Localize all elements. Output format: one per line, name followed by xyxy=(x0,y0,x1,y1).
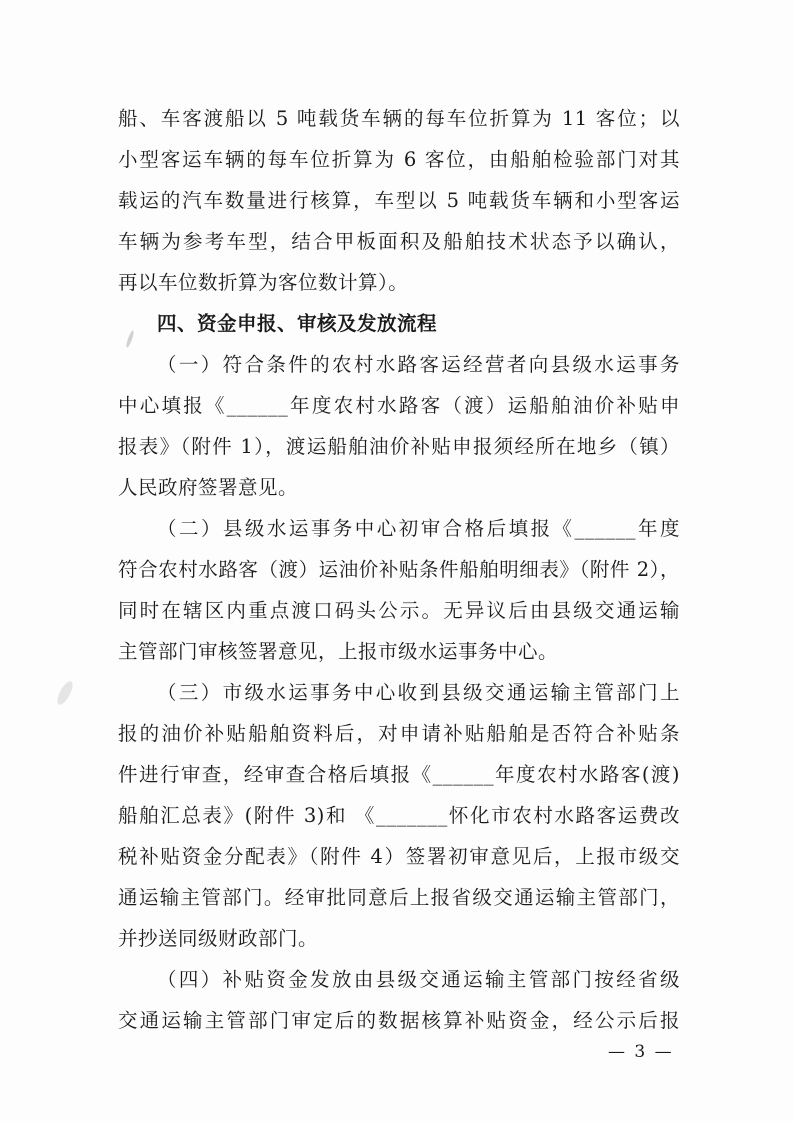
text-line: 再以车位数折算为客位数计算）。 xyxy=(118,271,409,294)
text-line: 税补贴资金分配表》（附件 4）签署初审意见后，上报市级交 xyxy=(118,845,680,868)
text-line: 船、车客渡船以 5 吨载货车辆的每车位折算为 11 客位；以 xyxy=(118,107,680,130)
paragraph-start: （四）补贴资金发放由县级交通运输主管部门按经省级 xyxy=(157,968,680,991)
text-line: 报的油价补贴船舶资料后，对申请补贴船舶是否符合补贴条 xyxy=(118,722,680,745)
paragraph-start: （三）市级水运事务中心收到县级交通运输主管部门上 xyxy=(157,681,680,704)
scan-smudge xyxy=(54,679,75,707)
text-line: 主管部门审核签署意见，上报市级水运事务中心。 xyxy=(118,640,559,663)
text-line: 件进行审查，经审查合格后填报《______年度农村水路客(渡) xyxy=(118,763,680,786)
paragraph-start: （一）符合条件的农村水路客运经营者向县级水运事务 xyxy=(157,353,680,376)
text-line: 中心填报《______年度农村水路客（渡）运船舶油价补贴申 xyxy=(118,394,680,417)
text-line: 并抄送同级财政部门。 xyxy=(118,927,319,950)
paragraph-start: （二）县级水运事务中心初审合格后填报《______年度 xyxy=(157,517,680,540)
text-line: 同时在辖区内重点渡口码头公示。无异议后由县级交通运输 xyxy=(118,599,680,622)
text-line: 交通运输主管部门审定后的数据核算补贴资金，经公示后报 xyxy=(118,1009,680,1032)
text-line: 载运的汽车数量进行核算，车型以 5 吨载货车辆和小型客运 xyxy=(118,189,680,212)
text-line: 符合农村水路客（渡）运油价补贴条件船舶明细表》（附件 2）， xyxy=(118,558,680,581)
text-line: 报表》（附件 1），渡运船舶油价补贴申报须经所在地乡（镇） xyxy=(118,435,680,458)
text-line: 人民政府签署意见。 xyxy=(118,476,299,499)
section-heading: 四、资金申报、审核及发放流程 xyxy=(157,312,438,335)
page-number: — 3 — xyxy=(608,1042,674,1062)
text-line: 车辆为参考车型，结合甲板面积及船舶技术状态予以确认， xyxy=(118,230,680,253)
text-line: 船舶汇总表》(附件 3)和 《_______怀化市农村水路客运费改 xyxy=(118,804,680,827)
text-line: 小型客运车辆的每车位折算为 6 客位，由船舶检验部门对其 xyxy=(118,148,680,171)
body-text xyxy=(118,98,680,1041)
text-line: 通运输主管部门。经审批同意后上报省级交通运输主管部门， xyxy=(118,886,680,909)
